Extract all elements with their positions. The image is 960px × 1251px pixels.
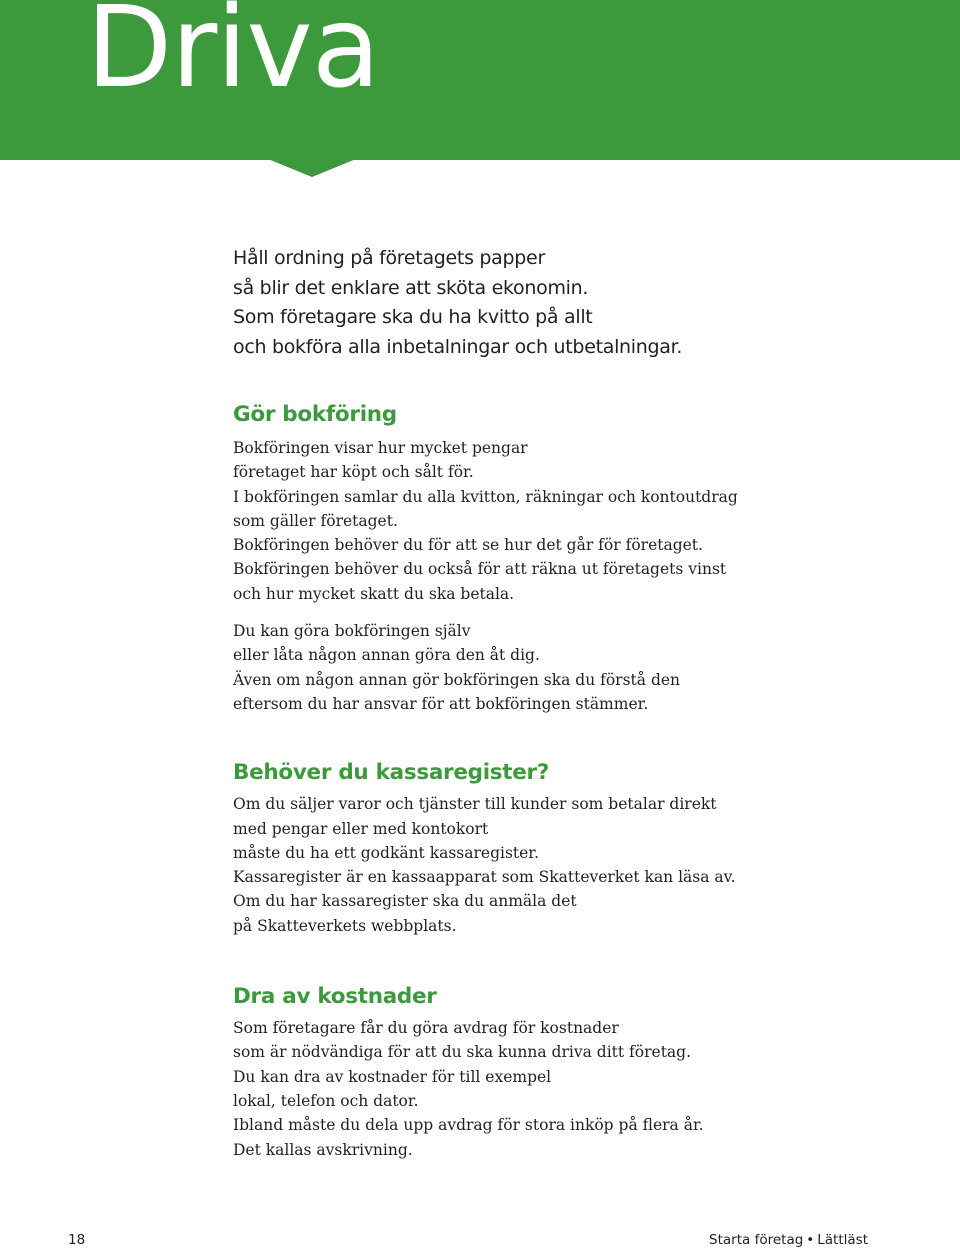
body-line: som är nödvändiga för att du ska kunna driva ditt företag.: [233, 1043, 692, 1062]
section-bokforing: [233, 400, 913, 716]
intro-line: och bokföra alla inbetalningar och utbetalningar.: [233, 335, 683, 358]
section-heading: Behöver du kassaregister?: [233, 760, 549, 786]
body-line: Om du säljer varor och tjänster till kunder som betalar direkt: [233, 795, 717, 814]
body-line: Ibland måste du dela upp avdrag för stora inköp på flera år.: [233, 1116, 704, 1135]
page-title: Driva: [86, 0, 380, 113]
intro-line: så blir det enklare att sköta ekonomin.: [233, 276, 589, 299]
body-line: Även om någon annan gör bokföringen ska du förstå den: [233, 670, 681, 689]
section-kassaregister: [233, 758, 913, 938]
body-line: Kassaregister är en kassaapparat som Skatteverket kan läsa av.: [233, 868, 736, 887]
body-line: med pengar eller med kontokort: [233, 819, 489, 838]
body-line: Som företagare får du göra avdrag för kostnader: [233, 1019, 619, 1038]
section-heading: Gör bokföring: [233, 402, 397, 427]
footer-publication: [709, 1232, 868, 1248]
intro-line: Håll ordning på företagets papper: [233, 247, 545, 269]
title-banner: [0, 0, 960, 160]
body-line: måste du ha ett godkänt kassaregister.: [233, 843, 539, 862]
intro-line: Som företagare ska du ha kvitto på allt: [233, 306, 593, 328]
body-line: på Skatteverkets webbplats.: [233, 916, 457, 935]
section-body: [233, 436, 913, 716]
body-line: och hur mycket skatt du ska betala.: [233, 584, 515, 603]
page-number: 18: [68, 1232, 86, 1248]
body-line: eftersom du har ansvar för att bokföringen stämmer.: [233, 694, 649, 713]
body-line: Bokföringen visar hur mycket pengar: [233, 439, 528, 457]
body-line: I bokföringen samlar du alla kvitton, räkningar och kontoutdrag: [233, 487, 738, 506]
edition-label: Lättläst: [817, 1232, 868, 1248]
bullet-separator: •: [806, 1232, 815, 1248]
body-line: Du kan göra bokföringen själv: [233, 622, 471, 641]
body-line: Bokföringen behöver du också för att räkna ut företagets vinst: [233, 560, 727, 579]
section-body: [233, 1016, 913, 1162]
body-line: Bokföringen behöver du för att se hur det går för företaget.: [233, 536, 703, 555]
section-body: [233, 792, 913, 938]
body-line: som gäller företaget.: [233, 511, 398, 530]
body-line: Det kallas avskrivning.: [233, 1140, 413, 1159]
section-kostnader: [233, 982, 913, 1162]
body-line: Om du har kassaregister ska du anmäla det: [233, 892, 577, 911]
body-line: företaget har köpt och sålt för.: [233, 463, 474, 482]
intro-text: [233, 244, 913, 362]
body-line: eller låta någon annan göra den åt dig.: [233, 646, 540, 665]
section-heading: Dra av kostnader: [233, 984, 437, 1010]
main-content: [233, 244, 913, 1162]
publication-title: Starta företag: [709, 1232, 804, 1248]
banner-notch: [268, 159, 356, 177]
body-line: Du kan dra av kostnader för till exempel: [233, 1067, 552, 1086]
body-line: lokal, telefon och dator.: [233, 1091, 419, 1110]
